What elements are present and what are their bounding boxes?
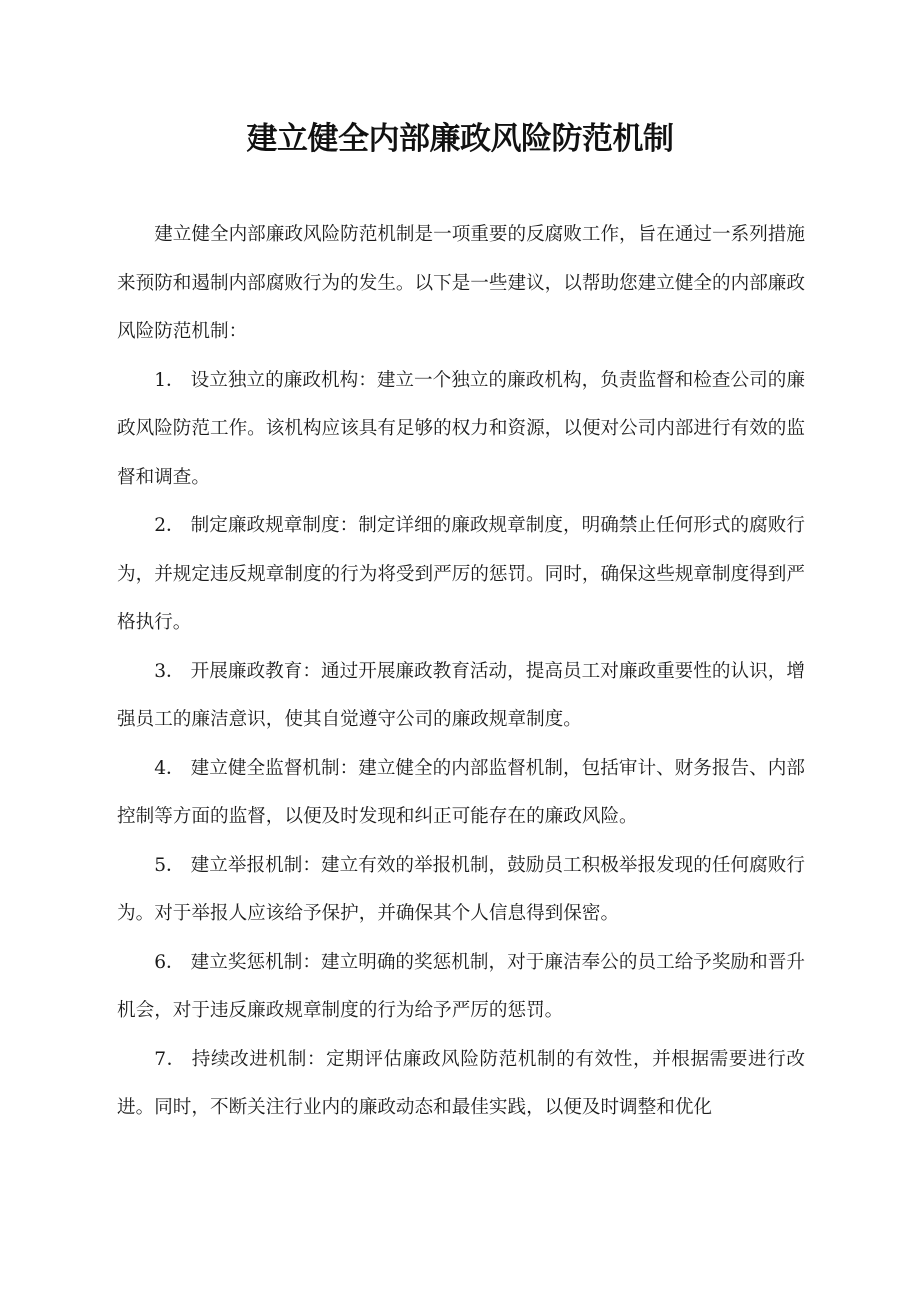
item-text: 制定廉政规章制度：制定详细的廉政规章制度，明确禁止任何形式的腐败行为，并规定违反规章制度的行为将受到严厉的惩罚。同时，确保这些规章制度得到严格执行。 [117,515,805,633]
item-number: 1． [154,369,185,391]
list-item-1 [117,357,805,503]
list-item-6 [117,939,805,1036]
item-number: 4． [154,757,185,779]
item-text: 设立独立的廉政机构：建立一个独立的廉政机构，负责监督和检查公司的廉政风险防范工作。该机构应该具有足够的权力和资源，以便对公司内部进行有效的监督和调查。 [117,369,805,488]
item-text: 开展廉政教育：通过开展廉政教育活动，提高员工对廉政重要性的认识，增强员工的廉洁意识，使其自觉遵守公司的廉政规章制度。 [117,660,805,730]
list-item-4 [117,745,805,842]
item-number: 6． [154,951,185,973]
item-number: 7． [154,1048,186,1070]
item-text: 建立举报机制：建立有效的举报机制，鼓励员工积极举报发现的任何腐败行为。对于举报人应该给予保护，并确保其个人信息得到保密。 [117,854,805,924]
list-item-5 [117,842,805,939]
list-item-7 [117,1036,805,1133]
item-text: 建立奖惩机制：建立明确的奖惩机制，对于廉洁奉公的员工给予奖励和晋升机会，对于违反廉政规章制度的行为给予严厉的惩罚。 [117,951,805,1021]
item-number: 3． [154,660,185,682]
document-title: 建立健全内部廉政风险防范机制 [246,121,674,157]
item-text: 建立健全监督机制：建立健全的内部监督机制，包括审计、财务报告、内部控制等方面的监督，以便及时发现和纠正可能存在的廉政风险。 [117,757,805,827]
list-item-3 [117,648,805,745]
item-number: 5． [154,854,185,876]
item-number: 2． [154,515,185,536]
document-body [117,211,805,1133]
intro-paragraph: 建立健全内部廉政风险防范机制是一项重要的反腐败工作，旨在通过一系列措施来预防和遏制内部腐败行为的发生。以下是一些建议，以帮助您建立健全的内部廉政风险防范机制： [117,224,805,342]
item-text: 持续改进机制：定期评估廉政风险防范机制的有效性，并根据需要进行改进。同时，不断关注行业内的廉政动态和最佳实践，以便及时调整和优化 [117,1048,805,1118]
list-item-2 [117,502,805,648]
